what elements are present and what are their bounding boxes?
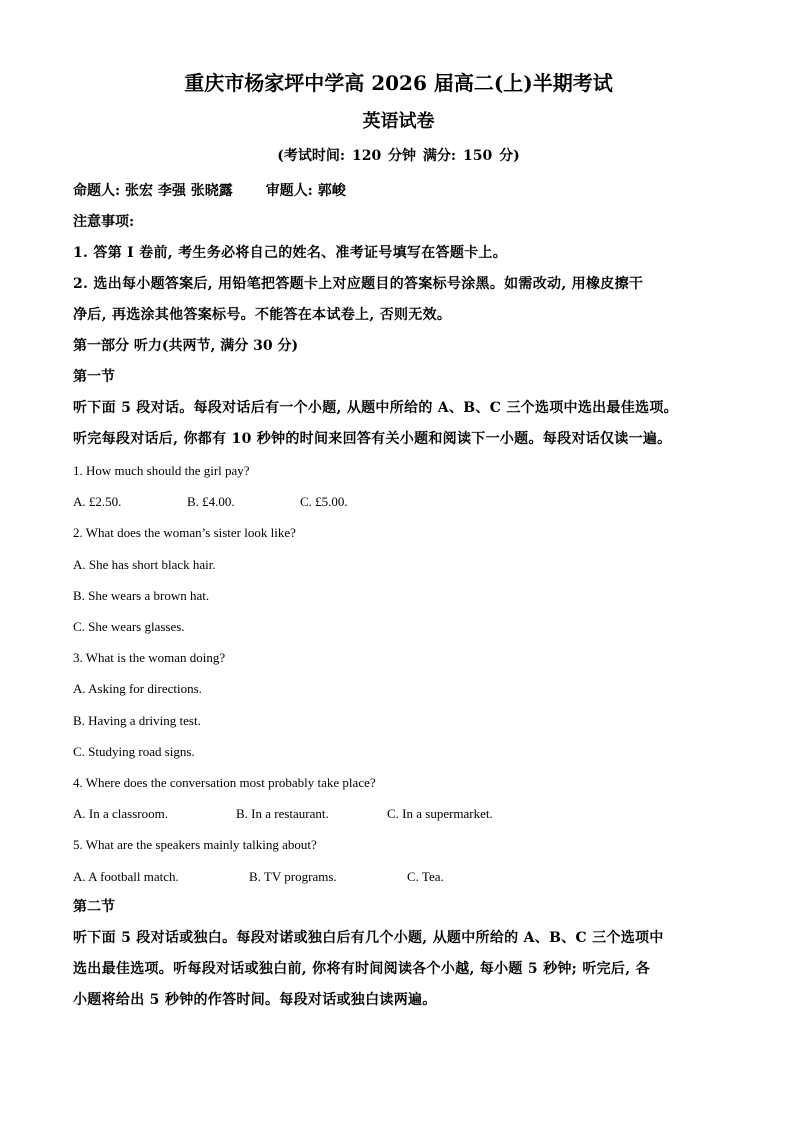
question-5-option-a: A. A football match. — [73, 868, 179, 884]
question-4-stem: 4. Where does the conversation most probably take place? — [73, 775, 376, 791]
question-4-option-a: A. In a classroom. — [73, 806, 168, 822]
question-1-stem: 1. How much should the girl pay? — [73, 463, 250, 478]
question-5-options — [73, 861, 724, 892]
section2-instruction-line-2: 选出最佳选项。听每段对话或独白前, 你将有时间阅读各个小越, 每小题 5 秒钟; 听完后, 各 — [73, 960, 650, 977]
setters-label: 命题人: — [73, 183, 121, 199]
section1-instruction-line-1: 听下面 5 段对话。每段对话后有一个小题, 从题中所给的 A、B、C 三个选项中选出最佳选项。 — [73, 400, 678, 416]
question-1-options — [73, 486, 724, 517]
section1-heading: 第一节 — [73, 369, 115, 385]
authors-line — [73, 176, 724, 207]
section2-instruction-line-1: 听下面 5 段对话或独白。每段对诺或独白后有几个小题, 从题中所给的 A、B、C 三个选项中 — [73, 929, 664, 946]
question-1-option-b: B. £4.00. — [187, 494, 235, 510]
section1-instruction-line-2: 听完每段对话后, 你都有 10 秒钟的时间来回答有关小题和阅读下一小题。每段对话仅读一遍。 — [73, 431, 672, 447]
notice-item-2-line-2: 净后, 再选涂其他答案标号。不能答在本试卷上, 否则无效。 — [73, 307, 452, 323]
reviewer-label: 审题人: — [265, 183, 313, 199]
question-5-option-b: B. TV programs. — [249, 868, 337, 884]
question-5-stem: 5. What are the speakers mainly talking about? — [73, 837, 317, 853]
exam-time-info: (考试时间: 120 分钟 满分: 150 分) — [277, 148, 520, 164]
question-3-option-a: A. Asking for directions. — [73, 681, 202, 697]
exam-subject: 英语试卷 — [362, 111, 435, 132]
notice-item-2-line-1: 2. 选出每小题答案后, 用铅笔把答题卡上对应题目的答案标号涂黑。如需改动, 用橡皮擦干 — [73, 276, 644, 292]
question-3-option-b: B. Having a driving test. — [73, 712, 201, 728]
question-2-option-a: A. She has short black hair. — [73, 556, 216, 572]
question-4-option-b: B. In a restaurant. — [236, 806, 329, 822]
question-4-options — [73, 798, 724, 829]
question-3-option-c: C. Studying road signs. — [73, 743, 195, 759]
question-2-option-b: B. She wears a brown hat. — [73, 587, 210, 603]
question-4-option-c: C. In a supermarket. — [387, 806, 493, 822]
setters-names: 张宏 李强 张晓露 — [125, 183, 233, 199]
notice-item-1: 1. 答第 I 卷前, 考生务必将自己的姓名、准考证号填写在答题卡上。 — [73, 245, 508, 261]
question-2-option-c: C. She wears glasses. — [73, 619, 185, 635]
question-1-option-c: C. £5.00. — [300, 494, 348, 510]
section2-instruction-line-3: 小题将给出 5 秒钟的作答时间。每段对话或独白读两遍。 — [73, 991, 437, 1008]
question-1-option-a: A. £2.50. — [73, 494, 122, 510]
question-5-option-c: C. Tea. — [407, 868, 444, 884]
section2-heading: 第二节 — [73, 898, 115, 915]
notice-heading: 注意事项: — [73, 214, 135, 230]
question-2-stem: 2. What does the woman’s sister look like? — [73, 525, 296, 541]
question-3-stem: 3. What is the woman doing? — [73, 650, 226, 666]
part1-heading: 第一部分 听力(共两节, 满分 30 分) — [73, 338, 299, 354]
reviewer-name: 郭峻 — [317, 183, 346, 199]
exam-title: 重庆市杨家坪中学高 2026 届高二(上)半期考试 — [184, 71, 613, 95]
